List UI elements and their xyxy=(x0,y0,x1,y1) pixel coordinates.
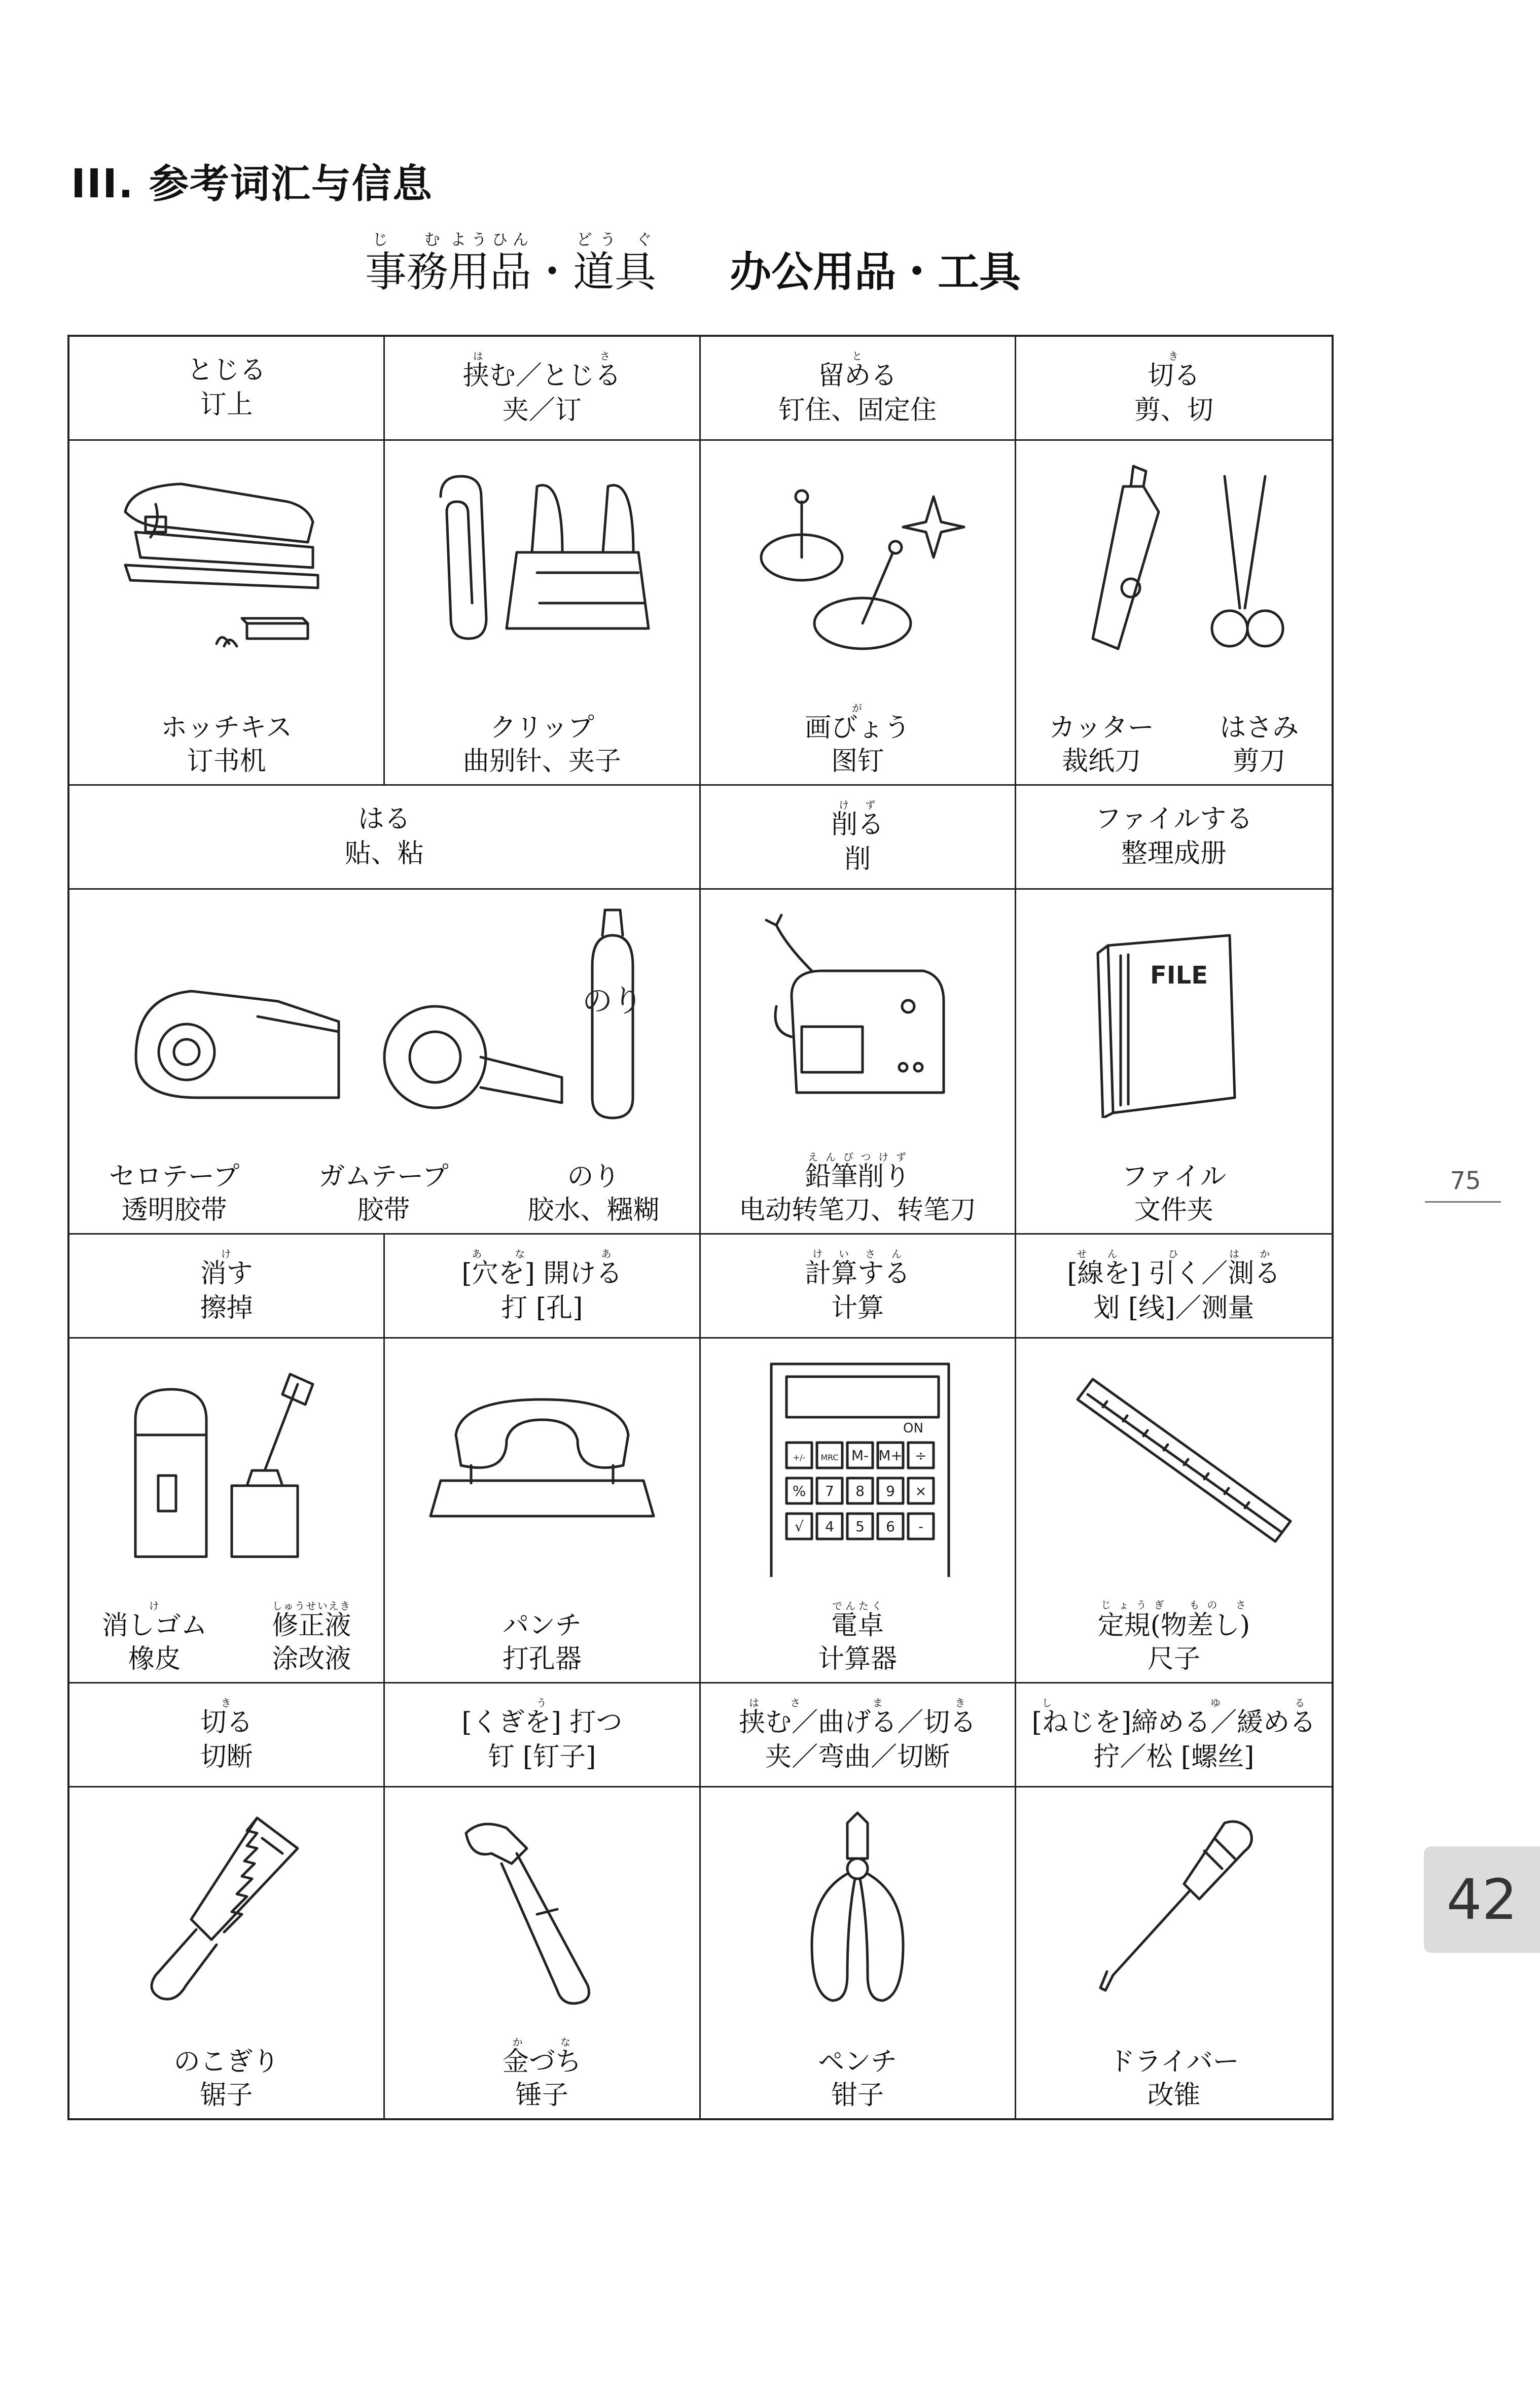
picture-cell xyxy=(1016,890,1332,1235)
header-chinese: 打 [孔] xyxy=(501,1292,583,1323)
eraser-and-correction-fluid-icon xyxy=(95,1354,359,1567)
subtitle-ja-part: ・ xyxy=(531,248,574,296)
header-ruby: はさ ま き xyxy=(739,1697,977,1709)
header-cell xyxy=(1016,1684,1332,1787)
calculator-key-label: - xyxy=(918,1518,924,1535)
header-ruby: と xyxy=(818,350,898,362)
calculator-key-label: 5 xyxy=(855,1518,865,1535)
header-japanese xyxy=(1032,1697,1316,1738)
header-cell xyxy=(69,786,701,890)
calculator-key-label: ÷ xyxy=(915,1447,927,1464)
calculator-key-label: M- xyxy=(851,1447,869,1464)
caption xyxy=(161,713,292,777)
picture-cell xyxy=(385,1339,700,1684)
header-japanese xyxy=(461,1697,622,1738)
header-ruby: けいさん xyxy=(805,1248,911,1260)
saw-icon xyxy=(95,1803,359,2016)
calculator-key-label: 7 xyxy=(825,1483,835,1499)
subtitle-ja-part: 道具 xyxy=(573,248,657,296)
chapter-tab: 42 xyxy=(1424,1846,1540,1953)
calculator-key-label: 6 xyxy=(886,1518,896,1535)
header-japanese xyxy=(805,1248,910,1289)
caption-japanese: 修正液 xyxy=(272,1610,351,1641)
vocabulary-table xyxy=(67,335,1334,2120)
header-cell xyxy=(385,337,700,441)
calculator-key-label: +/- xyxy=(793,1453,806,1462)
header-chinese: 计算 xyxy=(831,1292,884,1323)
caption-ruby: しゅうせいえき xyxy=(272,1600,351,1612)
caption xyxy=(818,1600,897,1675)
header-cell xyxy=(385,1235,700,1339)
caption xyxy=(174,2047,279,2111)
caption xyxy=(1108,2047,1239,2111)
header-cell xyxy=(69,1235,385,1339)
caption-japanese: 消しゴム xyxy=(101,1610,207,1641)
subtitle-ja-ruby: どう ぐ xyxy=(573,231,657,249)
header-ja-text: 削る xyxy=(831,809,884,840)
header-japanese xyxy=(739,1697,976,1738)
caption-chinese: 钳子 xyxy=(831,2080,884,2111)
header-ruby: あな あ xyxy=(461,1248,623,1260)
header-chinese: 剪、切 xyxy=(1134,395,1213,426)
caption-chinese: 订书机 xyxy=(187,746,266,777)
calculator-key-label: M+ xyxy=(878,1447,903,1464)
header-chinese: 订上 xyxy=(200,390,253,420)
calculator-key-label: 8 xyxy=(855,1483,865,1499)
caption-chinese: 胶水、糨糊 xyxy=(527,1195,660,1226)
header-chinese: 拧／松 [螺丝] xyxy=(1093,1741,1255,1772)
caption-chinese: 改锥 xyxy=(1147,2080,1200,2111)
header-japanese xyxy=(200,1697,253,1738)
caption xyxy=(818,2047,897,2111)
caption-japanese: のり xyxy=(567,1162,620,1193)
caption xyxy=(1121,1162,1226,1226)
picture-cell xyxy=(1016,1787,1332,2118)
caption-chinese: 计算器 xyxy=(818,1644,898,1675)
picture-cell xyxy=(701,1339,1016,1684)
header-cell xyxy=(701,1235,1016,1339)
caption-chinese: 尺子 xyxy=(1147,1644,1200,1675)
header-ja-text: 消す xyxy=(200,1258,253,1289)
subtitle xyxy=(365,231,1021,298)
header-chinese: 钉住、固定住 xyxy=(778,395,937,426)
calculator-key-label: 4 xyxy=(825,1518,835,1535)
caption-ruby: け xyxy=(101,1600,207,1612)
file-folder-icon xyxy=(1042,905,1306,1118)
header-cell xyxy=(701,786,1016,890)
calculator-key-label: % xyxy=(792,1483,806,1499)
header-ruby: し ゆる xyxy=(1031,1697,1316,1709)
stapler-icon xyxy=(95,456,359,669)
header-ja-text: [穴を] 開ける xyxy=(461,1258,623,1289)
file-label: FILE xyxy=(1150,961,1208,990)
header-ruby: き xyxy=(1147,350,1200,362)
caption xyxy=(503,2037,582,2111)
caption-chinese: 打孔器 xyxy=(502,1644,582,1675)
caption-chinese: 胶带 xyxy=(357,1195,410,1226)
picture-cell xyxy=(69,441,385,786)
caption-ruby: が xyxy=(805,703,911,715)
header-chinese: 贴、粘 xyxy=(344,838,424,869)
section-title: III. 参考词汇与信息 xyxy=(71,161,433,207)
caption-japanese: カッター xyxy=(1049,713,1154,744)
paper-clip-and-binder-clip-icon xyxy=(410,456,674,669)
header-chinese: 整理成册 xyxy=(1121,838,1227,869)
caption-ruby: えんぴつけず xyxy=(805,1151,911,1164)
caption xyxy=(1049,713,1154,777)
subtitle-ja-part: 用品 xyxy=(448,248,532,296)
header-ja-text: 挟む／曲げる／切る xyxy=(739,1707,977,1738)
calculator-on-label: ON xyxy=(903,1421,924,1436)
caption-chinese: 图钉 xyxy=(831,746,884,777)
header-japanese xyxy=(818,350,897,392)
cutter-and-scissors-icon xyxy=(1042,456,1306,669)
header-ja-text: ファイルする xyxy=(1095,804,1253,835)
caption xyxy=(318,1162,448,1226)
ruler-icon xyxy=(1042,1354,1306,1567)
header-japanese xyxy=(200,1248,253,1289)
caption xyxy=(739,1151,976,1226)
caption-japanese: 画びょう xyxy=(805,713,911,744)
caption xyxy=(805,703,910,777)
header-chinese: 擦掉 xyxy=(200,1292,253,1323)
caption-japanese: パンチ xyxy=(502,1610,582,1641)
picture-cell xyxy=(385,441,700,786)
header-ja-text: 切る xyxy=(200,1707,253,1738)
picture-cell xyxy=(1016,1339,1332,1684)
caption-chinese: 锤子 xyxy=(515,2080,568,2111)
header-ruby: けず xyxy=(831,799,884,811)
calculator-key-label: 9 xyxy=(886,1483,896,1499)
pencil-sharpener-icon xyxy=(726,905,989,1118)
header-ruby: はさ xyxy=(462,350,621,362)
picture-cell xyxy=(69,1787,385,2118)
header-ruby: う xyxy=(461,1697,623,1709)
header-ja-text: [線を] 引く／測る xyxy=(1067,1258,1281,1289)
header-japanese xyxy=(358,804,411,835)
header-cell xyxy=(69,1684,385,1787)
header-ja-text: [くぎを] 打つ xyxy=(461,1707,623,1738)
caption xyxy=(272,1600,351,1675)
header-chinese: 钉 [钉子] xyxy=(488,1741,596,1772)
tape-and-glue-icon xyxy=(105,905,663,1133)
header-cell xyxy=(1016,1235,1332,1339)
calculator-key-label: MRC xyxy=(820,1453,839,1462)
caption xyxy=(1220,713,1299,777)
caption-chinese: 锯子 xyxy=(200,2080,253,2111)
calculator-key-label: × xyxy=(915,1483,927,1499)
caption-chinese: 曲别针、夹子 xyxy=(462,746,621,777)
header-ja-text: とじる xyxy=(187,355,266,386)
glue-label: のり xyxy=(582,984,643,1019)
header-cell xyxy=(1016,337,1332,441)
picture-cell xyxy=(701,441,1016,786)
header-japanese xyxy=(1067,1248,1280,1289)
caption-japanese: のこぎり xyxy=(173,2047,279,2078)
thumbtack-icon xyxy=(726,456,989,669)
caption-ruby: かな xyxy=(502,2037,582,2049)
header-cell xyxy=(1016,786,1332,890)
page-number: 75 xyxy=(1450,1167,1481,1195)
subtitle-ja-ruby: じ む xyxy=(365,231,449,249)
caption-japanese: 鉛筆削り xyxy=(805,1162,911,1193)
header-cell xyxy=(701,337,1016,441)
header-cell xyxy=(385,1684,700,1787)
header-cell xyxy=(69,337,385,441)
caption-chinese: 橡皮 xyxy=(128,1644,181,1675)
caption xyxy=(102,1600,207,1675)
caption xyxy=(109,1162,239,1226)
pliers-icon xyxy=(726,1803,989,2016)
header-japanese xyxy=(463,350,621,392)
header-chinese: 夹／弯曲／切断 xyxy=(765,1741,950,1772)
caption-chinese: 裁纸刀 xyxy=(1062,746,1141,777)
caption-japanese: セロテープ xyxy=(109,1162,240,1193)
picture-cell xyxy=(701,1787,1016,2118)
caption-chinese: 文件夹 xyxy=(1134,1195,1213,1226)
caption-chinese: 电动转笔刀、转笔刀 xyxy=(739,1195,977,1226)
header-japanese xyxy=(187,356,266,386)
picture-cell xyxy=(385,1787,700,2118)
hammer-icon xyxy=(410,1803,674,2016)
header-ruby: け xyxy=(200,1248,253,1260)
subtitle-ja-part: 事務 xyxy=(365,248,449,296)
header-ja-text: 切る xyxy=(1147,360,1200,391)
caption xyxy=(1098,1599,1250,1675)
caption-japanese: クリップ xyxy=(489,713,594,744)
header-cell xyxy=(701,1684,1016,1787)
caption-japanese: 定規(物差し) xyxy=(1097,1610,1250,1641)
header-japanese xyxy=(1148,350,1200,392)
calculator-key-label: √ xyxy=(795,1518,804,1535)
caption-japanese: ペンチ xyxy=(818,2047,898,2078)
header-chinese: 划 [线]／测量 xyxy=(1093,1292,1255,1323)
calculator-icon xyxy=(726,1354,989,1577)
caption-japanese: ガムテープ xyxy=(318,1162,449,1193)
subtitle-ja-ruby: ようひん xyxy=(448,231,532,249)
caption xyxy=(503,1611,582,1675)
picture-cell xyxy=(701,890,1016,1235)
caption xyxy=(463,713,621,777)
caption-ruby: でんたく xyxy=(831,1600,884,1612)
subtitle-japanese xyxy=(365,231,656,298)
header-ja-text: はる xyxy=(357,804,411,835)
caption-chinese: 涂改液 xyxy=(272,1644,351,1675)
header-ja-text: [ねじを]締める／緩める xyxy=(1031,1707,1316,1738)
header-ruby: き xyxy=(200,1697,253,1709)
page-number-rule xyxy=(1425,1201,1501,1203)
picture-cell xyxy=(69,1339,385,1684)
header-ja-text: 挟む／とじる xyxy=(462,360,621,391)
caption xyxy=(528,1162,660,1226)
hole-punch-icon xyxy=(410,1354,674,1567)
header-japanese xyxy=(461,1248,622,1289)
screwdriver-icon xyxy=(1042,1803,1306,2016)
header-japanese xyxy=(831,799,884,840)
caption-chinese: 剪刀 xyxy=(1233,746,1286,777)
caption-chinese: 透明胶带 xyxy=(121,1195,227,1226)
subtitle-chinese: 办公用品・工具 xyxy=(730,248,1021,296)
header-ja-text: 計算する xyxy=(805,1258,911,1289)
header-japanese xyxy=(1095,804,1252,835)
header-ja-text: 留める xyxy=(818,360,898,391)
caption-japanese: ドライバー xyxy=(1108,2047,1239,2078)
caption-ruby: じょうぎ もの さ xyxy=(1097,1599,1250,1611)
picture-cell xyxy=(1016,441,1332,786)
header-chinese: 削 xyxy=(844,844,871,874)
caption-japanese: 電卓 xyxy=(831,1610,884,1641)
caption-japanese: ホッチキス xyxy=(161,713,293,744)
picture-cell xyxy=(69,890,701,1235)
caption-japanese: ファイル xyxy=(1121,1162,1227,1193)
caption-japanese: 金づち xyxy=(502,2047,582,2078)
caption-japanese: はさみ xyxy=(1220,713,1299,744)
header-chinese: 切断 xyxy=(200,1741,253,1772)
header-ruby: せん ひ はか xyxy=(1067,1248,1281,1260)
header-chinese: 夹／订 xyxy=(502,395,582,426)
